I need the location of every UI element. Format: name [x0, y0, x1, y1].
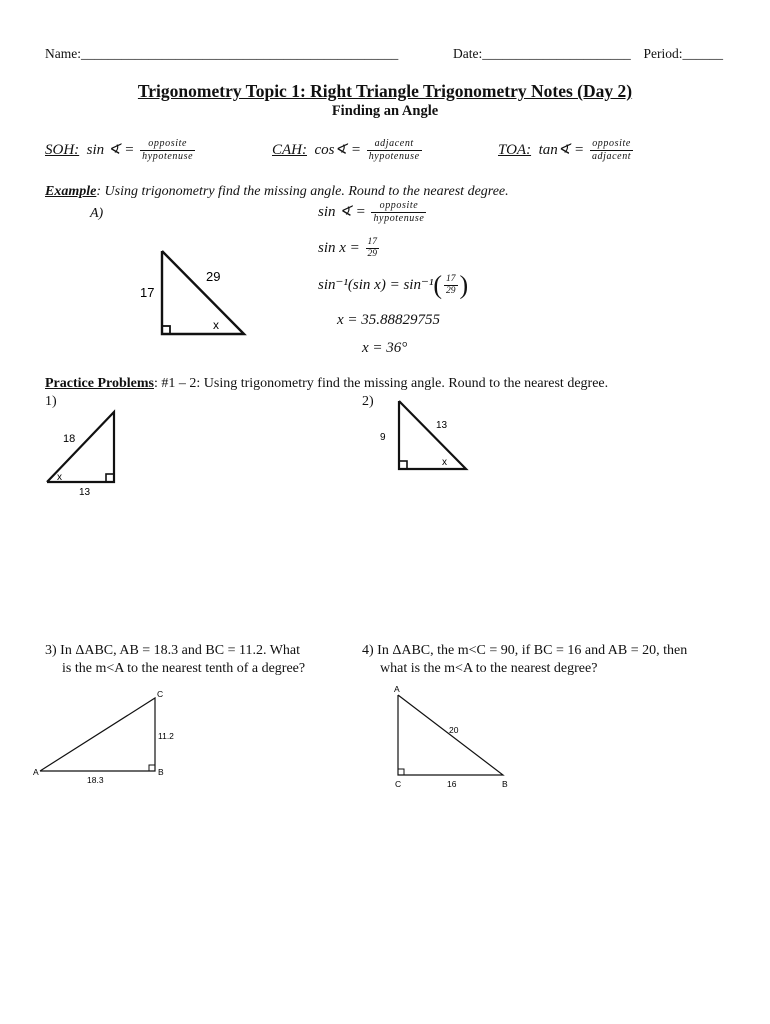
problem-2-side-label: 9 [380, 432, 386, 443]
date-blank: ______________________ [482, 46, 631, 61]
problem-1-base-label: 13 [79, 487, 91, 498]
problem-4-vertex-a: A [394, 684, 400, 694]
problem-2-hyp-label: 13 [436, 420, 448, 431]
soh-func: sin [86, 141, 105, 158]
name-blank: _______________________________________________ [81, 46, 399, 61]
problem-3-bc-label: 11.2 [158, 731, 174, 741]
practice-label: Practice Problems [45, 376, 154, 391]
soh-ratio: SOH: sin ∢ = $\frac{\text{opposite}}{\text{hypotenuse}}$ [45, 138, 194, 162]
practice-text: : #1 – 2: Using trigonometry find the missing angle. Round to the nearest degree. [153, 376, 609, 391]
problem-3-vertex-b: B [158, 767, 164, 777]
problem-1-angle-label: x [57, 472, 62, 483]
name-label: Name: [45, 46, 81, 61]
page-title: Trigonometry Topic 1: Right Triangle Trigonometry Notes (Day 2) [137, 81, 633, 101]
problem-2-angle-label: x [442, 457, 447, 468]
example-hyp-label: 29 [206, 269, 221, 284]
step-1-den: hypotenuse [373, 213, 425, 224]
problem-4-line-2: what is the m<A to the nearest degree? [380, 661, 598, 676]
problem-4-vertex-b: B [502, 779, 508, 789]
page-subtitle: Finding an Angle [331, 103, 439, 119]
toa-num: opposite [590, 138, 633, 151]
problem-1-number: 1) [45, 394, 57, 409]
step-1-lhs: sin ∢ = [318, 203, 366, 220]
step-1-num: opposite [371, 200, 426, 213]
toa-label: TOA: [498, 141, 532, 158]
soh-label: SOH: [45, 141, 80, 158]
cah-ratio: CAH: cos∢ = $\frac{\text{adjacent}}{\text{hypotenuse}}$ [272, 138, 420, 162]
problem-3-line-1: 3) In ΔABC, AB = 18.3 and BC = 11.2. What [45, 643, 301, 658]
step-2-den: 29 [367, 249, 378, 259]
cah-num: adjacent [367, 138, 422, 151]
step-2-lhs: sin x = [318, 239, 360, 256]
period-label: Period: [643, 46, 683, 61]
step-3: sin⁻¹(sin x) = sin⁻¹( $\frac{17}{29}$ ) [318, 270, 469, 300]
date-label: Date: [453, 46, 483, 61]
problem-2-number: 2) [362, 394, 374, 409]
toa-ratio: TOA: tan∢ = $\frac{\text{opposite}}{\text{adjacent}}$ [498, 138, 632, 162]
problem-4-line-1: 4) In ΔABC, the m<C = 90, if BC = 16 and AB = 20, then [362, 643, 688, 658]
step-3-den: 29 [446, 286, 456, 296]
period-blank: ______ [682, 46, 723, 61]
problem-1-hyp-label: 18 [63, 433, 76, 445]
soh-den: hypotenuse [142, 151, 194, 162]
step-3-num: 17 [446, 274, 456, 284]
example-text: : Using trigonometry find the missing angle. Round to the nearest degree. [96, 184, 509, 199]
step-4: x = 35.88829755 [337, 312, 441, 328]
problem-4-vertex-c: C [395, 779, 402, 789]
toa-den: adjacent [591, 151, 632, 162]
problem-4-ab-label: 20 [449, 725, 459, 735]
example-side-label: 17 [140, 285, 155, 300]
example-angle-label: x [213, 318, 219, 332]
example-label: Example [45, 184, 97, 199]
step-2-num: 17 [367, 237, 378, 247]
soh-num: opposite [140, 138, 195, 151]
cah-den: hypotenuse [368, 151, 420, 162]
cah-label: CAH: [272, 141, 307, 158]
toa-func: tan [538, 141, 558, 158]
problem-3-ab-label: 18.3 [87, 775, 104, 785]
step-3-lhs: sin⁻¹(sin x) = sin⁻¹ [318, 276, 434, 293]
example-part: A) [90, 206, 104, 221]
step-5: x = 36° [362, 340, 408, 356]
problem-3-vertex-a: A [33, 767, 39, 777]
problem-3-line-2: is the m<A to the nearest tenth of a degree? [62, 661, 306, 676]
problem-4-cb-label: 16 [447, 779, 457, 789]
problem-3-vertex-c: C [157, 689, 164, 699]
cah-func: cos [314, 141, 335, 158]
